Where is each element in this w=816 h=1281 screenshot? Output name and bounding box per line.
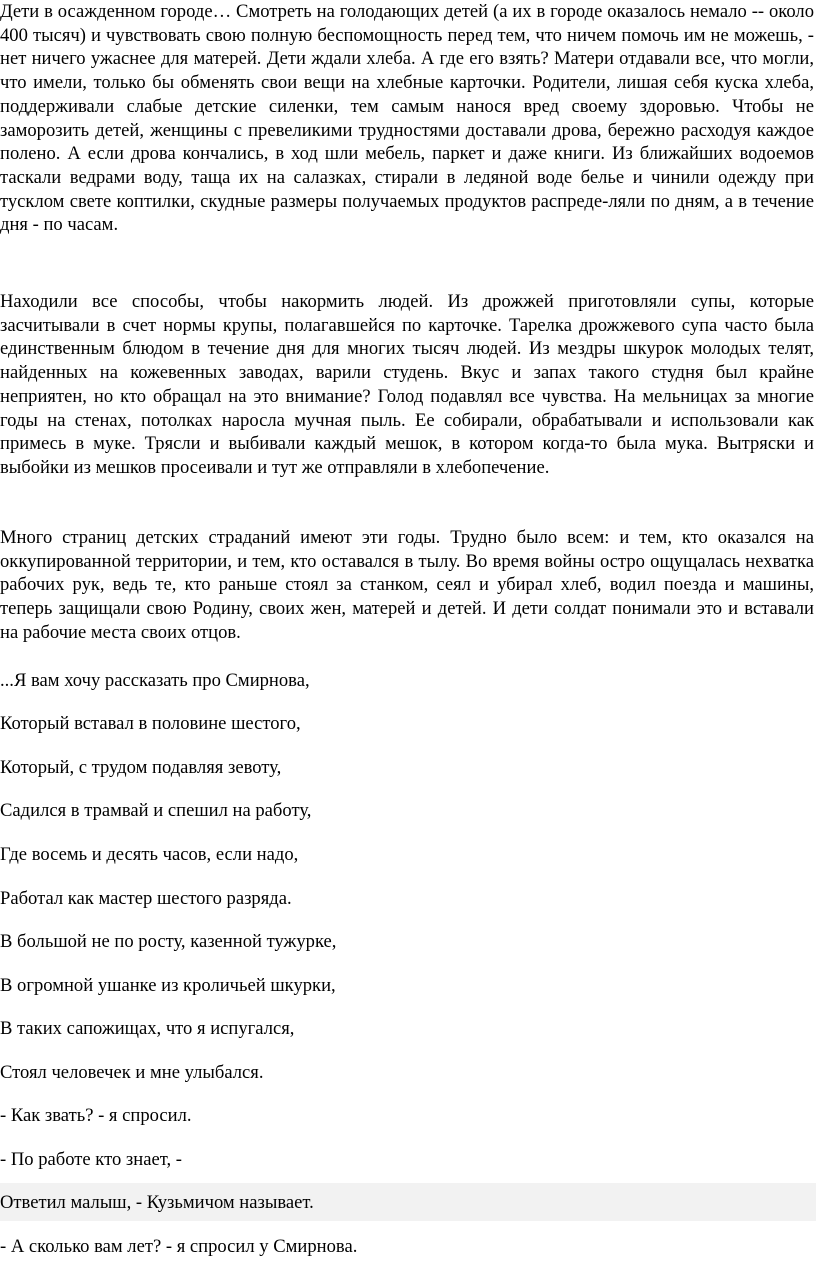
paragraph-1: Дети в осажденном городе… Смотреть на голодающих детей (а их в городе оказалось немало -- около 400 тысяч) и чувствовать свою полную беспомощность перед тем, что ничем помочь им не можешь, - нет ничего ужаснее для матерей. Дети ждали хлеба. А где его взять? Матери отдавали все, что могли, что имели, только бы обменять свои вещи на хлебные карточки. Родители, лишая себя куска хлеба, поддерживали слабые детские силенки, тем самым нанося вред своему здоровью. Чтобы не заморозить детей, женщины с превеликими трудностями доставали дрова, бережно расходуя каждое полено. А если дрова кончались, в ход шли мебель, паркет и даже книги. Из ближайших водоемов таскали ведрами воду, таща их на салазках, стирали в ледяной воде белье и чинили одежду при тусклом свете коптилки, скудные размеры получаемых продуктов распреде-ляли по дням, а в течение дня - по часам. (0, 1, 814, 236)
paragraph-2: Находили все способы, чтобы накормить людей. Из дрожжей приготовляли супы, которые засчитывали в счет нормы крупы, полагавшейся по карточке. Тарелка дрожжевого супа часто была единственным блюдом в течение дня для многих тысяч людей. Из мездры шкурок молодых телят, найденных на кожевенных заводах, варили студень. Вкус и запах такого студня был крайне неприятен, но кто обращал на это внимание? Голод подавлял все чувства. На мельницах за многие годы на стенах, потолках наросла мучная пыль. Ее собирали, обрабатывали и использовали как примесь в муке. Трясли и выбивали каждый мешок, в котором когда-то была мука. Вытряски и выбойки из мешков просеивали и тут же отправляли в хлебопечение. (0, 291, 814, 478)
verse-line: В большой не по росту, казенной тужурке, (0, 931, 337, 952)
verse-line: Который, с трудом подавляя зевоту, (0, 757, 282, 778)
verse-line: Работал как мастер шестого разряда. (0, 888, 292, 909)
verse-line: Где восемь и десять часов, если надо, (0, 844, 299, 865)
verse-line: Ответил малыш, - Кузьмичом называет. (0, 1192, 314, 1213)
verse-line: ...Я вам хочу рассказать про Смирнова, (0, 670, 310, 691)
paragraph-3: Много страниц детских страданий имеют эти годы. Трудно было всем: и тем, кто оказался на оккупированной территории, и тем, кто оставался в тылу. Во время войны остро ощущалась нехватка рабочих рук, ведь те, кто раньше стоял за станком, сеял и убирал хлеб, водил поезда и машины, теперь защищали свою Родину, своих жен, матерей и детей. И дети солдат понимали это и вставали на рабочие места своих отцов. (0, 527, 814, 643)
verse-line: Садился в трамвай и спешил на работу, (0, 800, 312, 821)
verse-line: В таких сапожищах, что я испугался, (0, 1018, 295, 1039)
verse-line: Который вставал в половине шестого, (0, 713, 301, 734)
verse-line: - По работе кто знает, - (0, 1149, 182, 1170)
verse-line: В огромной ушанке из кроличьей шкурки, (0, 975, 336, 996)
verse-line: - Как звать? - я спросил. (0, 1105, 192, 1126)
verse-line: - А сколько вам лет? - я спросил у Смирнова. (0, 1236, 358, 1257)
verse-line: Стоял человечек и мне улыбался. (0, 1062, 264, 1083)
